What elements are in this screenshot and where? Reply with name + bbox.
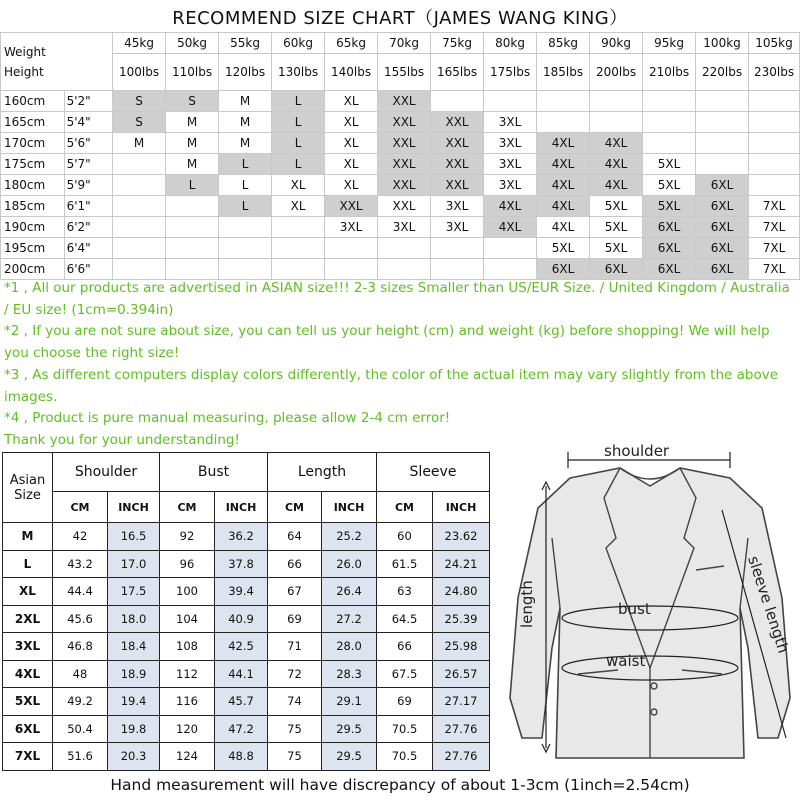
measure-value: 70.5 (377, 743, 433, 771)
measure-value: 44.1 (215, 660, 268, 688)
weight-kg-header: 100kg (696, 33, 749, 54)
measure-value: 71 (268, 633, 322, 661)
measure-value: 39.4 (215, 578, 268, 606)
unit-header: INCH (215, 492, 268, 523)
size-cell (166, 259, 219, 280)
size-cell (696, 112, 749, 133)
measure-value: 26.4 (322, 578, 377, 606)
size-cell (113, 238, 166, 259)
weight-kg-header: 55kg (219, 33, 272, 54)
height-cm: 190cm (1, 217, 65, 238)
measure-value: 49.2 (53, 688, 108, 716)
size-cell: 4XL (484, 196, 537, 217)
unit-header: INCH (108, 492, 160, 523)
size-cell (431, 91, 484, 112)
weight-kg-header: 45kg (113, 33, 166, 54)
weight-lbs-header: 175lbs (484, 54, 537, 91)
size-cell (113, 154, 166, 175)
measure-value: 67.5 (377, 660, 433, 688)
size-label: 2XL (3, 605, 53, 633)
measure-value: 27.76 (433, 743, 490, 771)
size-label: 5XL (3, 688, 53, 716)
size-cell: S (113, 91, 166, 112)
size-cell: XXL (378, 175, 431, 196)
note-1: *1 , All our products are advertised in ASIAN size!!! 2-3 sizes Smaller than US/EUR Size. / United Kingdom / Australia / EU size! (1cm=0.394in) (4, 280, 790, 318)
height-ft: 6'4" (64, 238, 112, 259)
size-cell: M (166, 154, 219, 175)
size-cell: 6XL (696, 217, 749, 238)
weight-lbs-header: 210lbs (643, 54, 696, 91)
measure-value: 25.98 (433, 633, 490, 661)
measure-value: 74 (268, 688, 322, 716)
size-cell: 7XL (749, 238, 800, 259)
size-cell: L (272, 91, 325, 112)
unit-header: CM (53, 492, 108, 523)
height-ft: 6'2" (64, 217, 112, 238)
size-cell: XXL (378, 154, 431, 175)
size-cell: XXL (325, 196, 378, 217)
size-cell: 3XL (325, 217, 378, 238)
measure-value: 27.2 (322, 605, 377, 633)
measure-value: 36.2 (215, 523, 268, 551)
size-cell (643, 91, 696, 112)
weight-lbs-header: 110lbs (166, 54, 219, 91)
measure-value: 24.80 (433, 578, 490, 606)
size-cell: L (272, 133, 325, 154)
size-cell: L (166, 175, 219, 196)
note-2: *2 , If you are not sure about size, you can tell us your height (cm) and weight (kg) before shopping! We will help you choose the right size! (4, 323, 770, 362)
weight-lbs-header: 185lbs (537, 54, 590, 91)
size-cell (325, 238, 378, 259)
size-cell (643, 133, 696, 154)
unit-header: INCH (433, 492, 490, 523)
measure-value: 69 (268, 605, 322, 633)
size-cell (537, 91, 590, 112)
weight-kg-header: 65kg (325, 33, 378, 54)
height-ft: 5'2" (64, 91, 112, 112)
measure-value: 42 (53, 523, 108, 551)
size-cell: 7XL (749, 259, 800, 280)
measure-value: 60 (377, 523, 433, 551)
weight-lbs-header: 140lbs (325, 54, 378, 91)
size-cell (219, 217, 272, 238)
measure-value: 28.3 (322, 660, 377, 688)
height-ft: 6'1" (64, 196, 112, 217)
size-cell (590, 112, 643, 133)
measure-value: 112 (160, 660, 215, 688)
size-cell (272, 238, 325, 259)
measure-value: 124 (160, 743, 215, 771)
chart-title: RECOMMEND SIZE CHART（JAMES WANG KING） (172, 8, 628, 29)
measure-value: 50.4 (53, 715, 108, 743)
size-cell: 6XL (643, 238, 696, 259)
size-cell: 6XL (643, 259, 696, 280)
size-cell: XXL (378, 91, 431, 112)
size-cell: M (219, 133, 272, 154)
height-label: Height (4, 64, 44, 79)
size-label: 7XL (3, 743, 53, 771)
size-cell: XXL (378, 112, 431, 133)
size-cell: XL (325, 112, 378, 133)
size-cell (696, 133, 749, 154)
size-cell: 3XL (431, 196, 484, 217)
weight-lbs-header: 165lbs (431, 54, 484, 91)
bust-label: bust (618, 600, 651, 618)
size-cell (749, 154, 800, 175)
size-cell: L (272, 112, 325, 133)
note-3: *3 , As different computers display colors differently, the color of the actual item may vary slightly from the above images. (4, 366, 778, 405)
size-cell (166, 217, 219, 238)
size-cell: XL (325, 133, 378, 154)
size-cell (749, 112, 800, 133)
size-cell: S (166, 91, 219, 112)
shoulder-label: shoulder (604, 442, 670, 460)
length-label: length (518, 580, 536, 628)
size-cell: 6XL (696, 196, 749, 217)
size-cell: XL (272, 196, 325, 217)
size-cell (166, 196, 219, 217)
size-cell: 7XL (749, 196, 800, 217)
unit-header: INCH (322, 492, 377, 523)
measure-value: 28.0 (322, 633, 377, 661)
measure-value: 63 (377, 578, 433, 606)
size-cell: 6XL (590, 259, 643, 280)
height-cm: 165cm (1, 112, 65, 133)
size-row (1, 217, 800, 238)
size-cell (272, 217, 325, 238)
size-cell: 3XL (484, 133, 537, 154)
weight-kg-header: 80kg (484, 33, 537, 54)
measure-value: 66 (268, 550, 322, 578)
measure-row (3, 578, 490, 606)
size-cell: L (219, 154, 272, 175)
measure-value: 45.6 (53, 605, 108, 633)
size-cell: 5XL (643, 154, 696, 175)
notes-block (4, 278, 798, 452)
measure-value: 92 (160, 523, 215, 551)
size-cell: 4XL (537, 196, 590, 217)
size-cell: XXL (378, 196, 431, 217)
jacket-diagram (500, 438, 798, 773)
size-row (1, 238, 800, 259)
measure-value: 26.57 (433, 660, 490, 688)
weight-kg-header: 50kg (166, 33, 219, 54)
size-cell: 6XL (696, 238, 749, 259)
measure-value: 120 (160, 715, 215, 743)
size-cell (431, 238, 484, 259)
size-label: 3XL (3, 633, 53, 661)
measure-value: 19.8 (108, 715, 160, 743)
measure-value: 18.0 (108, 605, 160, 633)
measure-value: 40.9 (215, 605, 268, 633)
height-ft: 5'7" (64, 154, 112, 175)
asian-size-header: Asian Size (3, 453, 53, 523)
note-4: *4 , Product is pure manual measuring, please allow 2-4 cm error! (4, 410, 451, 427)
measure-group-header: Shoulder (53, 453, 160, 492)
size-cell: S (113, 112, 166, 133)
size-label: 4XL (3, 660, 53, 688)
measure-row (3, 605, 490, 633)
height-cm: 195cm (1, 238, 65, 259)
height-cm: 180cm (1, 175, 65, 196)
size-cell: XXL (431, 133, 484, 154)
size-cell (272, 259, 325, 280)
size-cell: 6XL (643, 217, 696, 238)
size-cell: L (219, 175, 272, 196)
height-cm: 160cm (1, 91, 65, 112)
height-cm: 175cm (1, 154, 65, 175)
measure-value: 17.0 (108, 550, 160, 578)
weight-lbs-header: 220lbs (696, 54, 749, 91)
size-cell: L (219, 196, 272, 217)
size-cell: 4XL (537, 175, 590, 196)
weight-lbs-header: 130lbs (272, 54, 325, 91)
measure-value: 70.5 (377, 715, 433, 743)
size-cell (431, 259, 484, 280)
size-cell (484, 259, 537, 280)
size-cell: 4XL (484, 217, 537, 238)
size-row (1, 259, 800, 280)
measure-value: 96 (160, 550, 215, 578)
weight-lbs-header: 100lbs (113, 54, 166, 91)
size-cell: XL (272, 175, 325, 196)
size-cell: XXL (431, 175, 484, 196)
size-cell (113, 196, 166, 217)
size-cell (378, 259, 431, 280)
size-cell: M (166, 112, 219, 133)
measure-value: 27.76 (433, 715, 490, 743)
measure-group-header: Bust (160, 453, 268, 492)
size-cell: 4XL (590, 175, 643, 196)
measure-value: 43.2 (53, 550, 108, 578)
size-cell (749, 91, 800, 112)
size-label: 6XL (3, 715, 53, 743)
weight-kg-header: 75kg (431, 33, 484, 54)
height-cm: 185cm (1, 196, 65, 217)
size-cell (166, 238, 219, 259)
note-thanks: Thank you for your understanding! (4, 431, 240, 448)
size-cell (749, 175, 800, 196)
measure-value: 18.4 (108, 633, 160, 661)
size-cell: 4XL (537, 217, 590, 238)
measure-row (3, 715, 490, 743)
measure-value: 116 (160, 688, 215, 716)
measure-value: 104 (160, 605, 215, 633)
measure-value: 23.62 (433, 523, 490, 551)
size-cell: M (219, 91, 272, 112)
size-row (1, 175, 800, 196)
size-cell: M (166, 133, 219, 154)
size-label: XL (3, 578, 53, 606)
size-cell: XL (325, 175, 378, 196)
size-cell (484, 238, 537, 259)
weight-lbs-header: 200lbs (590, 54, 643, 91)
size-cell (537, 112, 590, 133)
sleeve-label: sleeve length (744, 553, 793, 656)
unit-header: CM (160, 492, 215, 523)
measure-row (3, 743, 490, 771)
size-cell (696, 91, 749, 112)
size-cell: 6XL (696, 259, 749, 280)
measure-value: 29.5 (322, 743, 377, 771)
size-cell: 5XL (590, 217, 643, 238)
weight-kg-header: 70kg (378, 33, 431, 54)
size-cell: XXL (378, 133, 431, 154)
measure-value: 75 (268, 743, 322, 771)
size-row (1, 91, 800, 112)
size-cell (590, 91, 643, 112)
size-cell: 5XL (590, 196, 643, 217)
measure-row (3, 523, 490, 551)
size-cell (325, 259, 378, 280)
weight-lbs-header: 230lbs (749, 54, 800, 91)
weight-lbs-header: 155lbs (378, 54, 431, 91)
measure-value: 67 (268, 578, 322, 606)
measure-value: 24.21 (433, 550, 490, 578)
size-cell: 6XL (696, 175, 749, 196)
measure-value: 29.1 (322, 688, 377, 716)
size-cell: 7XL (749, 217, 800, 238)
measure-value: 47.2 (215, 715, 268, 743)
weight-kg-header: 60kg (272, 33, 325, 54)
size-cell: XXL (431, 154, 484, 175)
size-row (1, 112, 800, 133)
measure-value: 29.5 (322, 715, 377, 743)
size-cell (219, 259, 272, 280)
size-cell (484, 91, 537, 112)
size-cell: 6XL (537, 259, 590, 280)
size-cell: L (272, 154, 325, 175)
weight-kg-header: 90kg (590, 33, 643, 54)
measure-value: 17.5 (108, 578, 160, 606)
size-cell (749, 133, 800, 154)
size-cell: M (113, 133, 166, 154)
height-ft: 5'9" (64, 175, 112, 196)
measure-value: 45.7 (215, 688, 268, 716)
weight-label: Weight (4, 44, 46, 59)
size-cell: 3XL (484, 112, 537, 133)
unit-header: CM (377, 492, 433, 523)
size-cell: 4XL (537, 154, 590, 175)
size-cell: XXL (431, 112, 484, 133)
measure-value: 16.5 (108, 523, 160, 551)
size-row (1, 196, 800, 217)
weight-kg-header: 95kg (643, 33, 696, 54)
measure-value: 19.4 (108, 688, 160, 716)
measure-value: 51.6 (53, 743, 108, 771)
measure-value: 44.4 (53, 578, 108, 606)
height-cm: 170cm (1, 133, 65, 154)
measure-row (3, 633, 490, 661)
measure-value: 48.8 (215, 743, 268, 771)
height-ft: 5'6" (64, 133, 112, 154)
size-cell: 5XL (537, 238, 590, 259)
measure-value: 72 (268, 660, 322, 688)
measure-value: 69 (377, 688, 433, 716)
measure-value: 27.17 (433, 688, 490, 716)
measure-value: 64 (268, 523, 322, 551)
height-ft: 5'4" (64, 112, 112, 133)
size-cell: 3XL (378, 217, 431, 238)
measure-row (3, 688, 490, 716)
measure-value: 25.2 (322, 523, 377, 551)
measure-value: 61.5 (377, 550, 433, 578)
waist-label: waist (606, 652, 646, 670)
measure-value: 108 (160, 633, 215, 661)
measure-row (3, 660, 490, 688)
size-cell (643, 112, 696, 133)
measure-value: 46.8 (53, 633, 108, 661)
measure-value: 42.5 (215, 633, 268, 661)
size-cell: 4XL (537, 133, 590, 154)
size-cell: M (219, 112, 272, 133)
size-cell (219, 238, 272, 259)
height-cm: 200cm (1, 259, 65, 280)
size-row (1, 154, 800, 175)
size-cell: XL (325, 91, 378, 112)
measure-group-header: Length (268, 453, 377, 492)
size-label: M (3, 523, 53, 551)
measure-value: 25.39 (433, 605, 490, 633)
measure-value: 48 (53, 660, 108, 688)
weight-kg-header: 85kg (537, 33, 590, 54)
size-cell: XL (325, 154, 378, 175)
size-cell: 5XL (590, 238, 643, 259)
measure-value: 66 (377, 633, 433, 661)
unit-header: CM (268, 492, 322, 523)
weight-kg-header: 105kg (749, 33, 800, 54)
measure-value: 75 (268, 715, 322, 743)
measure-value: 18.9 (108, 660, 160, 688)
measure-value: 37.8 (215, 550, 268, 578)
size-label: L (3, 550, 53, 578)
size-cell (113, 217, 166, 238)
size-cell: 3XL (484, 175, 537, 196)
size-cell: 3XL (484, 154, 537, 175)
footer-note: Hand measurement will have discrepancy of about 1-3cm (1inch=2.54cm) (110, 776, 690, 794)
size-cell: 5XL (643, 196, 696, 217)
size-cell: 5XL (643, 175, 696, 196)
measure-row (3, 550, 490, 578)
measure-value: 100 (160, 578, 215, 606)
measure-value: 26.0 (322, 550, 377, 578)
measure-group-header: Sleeve (377, 453, 490, 492)
measure-value: 20.3 (108, 743, 160, 771)
size-cell: 3XL (431, 217, 484, 238)
measure-value: 64.5 (377, 605, 433, 633)
size-cell (378, 238, 431, 259)
measurement-table (2, 452, 490, 771)
size-cell (113, 175, 166, 196)
size-cell (696, 154, 749, 175)
size-cell: 4XL (590, 154, 643, 175)
weight-lbs-header: 120lbs (219, 54, 272, 91)
size-cell: 4XL (590, 133, 643, 154)
size-row (1, 133, 800, 154)
height-ft: 6'6" (64, 259, 112, 280)
size-cell (113, 259, 166, 280)
recommend-size-table (0, 32, 800, 280)
corner-header (1, 33, 113, 91)
